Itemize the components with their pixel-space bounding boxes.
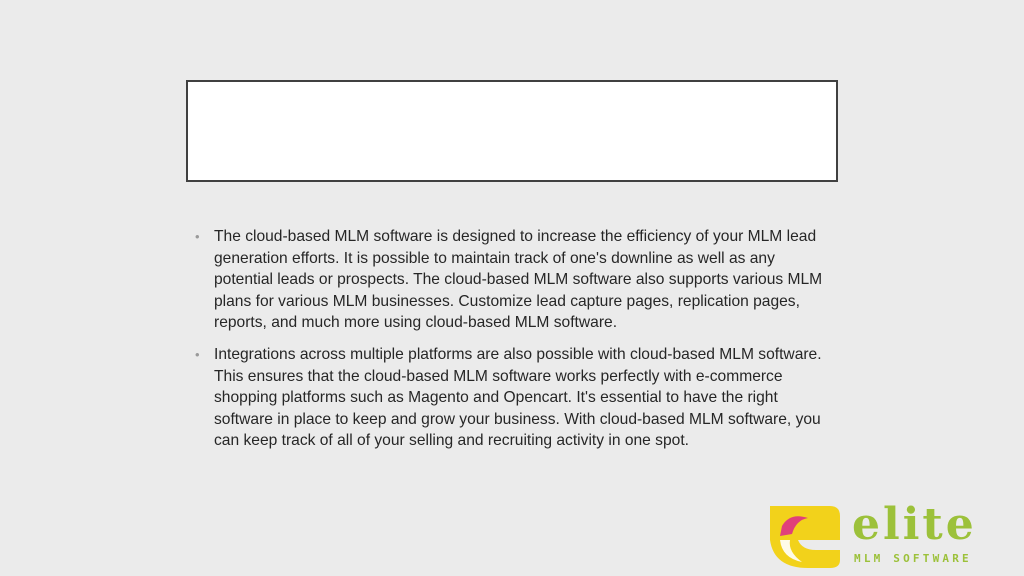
elite-mlm-logo: [768, 500, 1000, 570]
logo-badge-icon: [768, 500, 848, 570]
bullet-text: The cloud-based MLM software is designed to increase the efficiency of your MLM lead generation efforts. It is possible to maintain track of one's downline as well as any potential leads or prospects. The cloud-based MLM software also supports various MLM plans for various MLM businesses. Customize lead capture pages, replication pages, reports, and much more using cloud-based MLM software.: [214, 228, 823, 332]
bullet-text: Integrations across multiple platforms are also possible with cloud-based MLM software. This ensures that the cloud-based MLM software works perfectly with e-commerce shopping platforms such as Magento and Opencart. It's essential to have the right software in place to keep and grow your business. With cloud-based MLM software, you can keep track of all of your selling and recruiting activity in one spot.: [214, 345, 822, 450]
logo-subtitle: MLM SOFTWARE: [854, 552, 972, 565]
slide-body: [194, 226, 830, 462]
bullet-marker: •: [195, 346, 200, 362]
bullet-item-1: [194, 226, 830, 334]
bullet-marker: •: [195, 229, 200, 244]
bullet-item-2: [194, 344, 830, 452]
slide-title-box: [186, 80, 838, 182]
logo-wordmark: elite: [852, 499, 977, 550]
